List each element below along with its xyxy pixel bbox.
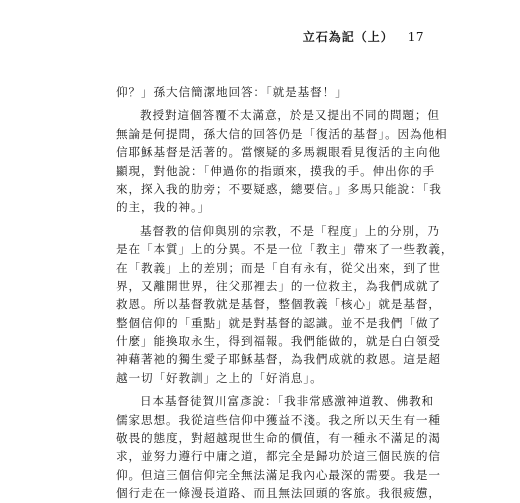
- text-line: 求，並努力遵行中庸之道，都完全是歸功於這三個民族的信: [116, 449, 441, 464]
- text-line: 信耶穌基督是活著的。當懷疑的多馬親眼看見復活的主向他: [116, 145, 441, 160]
- page-number: 17: [407, 30, 424, 44]
- text-line: 界，又離開世界，往父那裡去」的一位救主，為我們成就了: [116, 278, 441, 293]
- text-line: 在「教義」上的差別；而是「自有永有，從父出來，到了世: [116, 260, 441, 275]
- paragraph: [116, 222, 454, 388]
- paragraph: [116, 392, 441, 502]
- text-line: 敬畏的態度，對超越現世生命的價值，有一種永不滿足的渴: [116, 431, 441, 446]
- text-line: 基督教的信仰與別的宗教，不是「程度」上的分別，乃: [140, 223, 440, 238]
- text-line: 救恩。所以基督教就是基督，整個教義「核心」就是基督，: [116, 297, 441, 312]
- text-line: 日本基督徒賀川富彥說：「我非常感激神道教、佛教和: [140, 394, 435, 409]
- text-line: 越一切「好教訓」之上的「好消息」。: [116, 370, 323, 385]
- running-title: 立石為記（上）: [302, 30, 394, 44]
- text-line: 教授對這個答覆不太滿意，於是又提出不同的問題；但: [140, 108, 440, 123]
- text-line: 仰。但這三個信仰完全無法滿足我內心最深的需要。我是一: [116, 467, 441, 482]
- text-line: 儒家思想。我從這些信仰中獲益不淺。我之所以天生有一種: [116, 412, 441, 427]
- text-line: 顯現，對他說：「伸過你的指頭來，摸我的手。伸出你的手: [116, 163, 436, 178]
- body-text: [116, 83, 454, 503]
- paragraph: [116, 106, 448, 216]
- text-line: 什麼」能換取永生，得到福報。我們能做的，就是白白領受: [116, 334, 441, 349]
- text-line: 整個信仰的「重點」就是對基督的認識。並不是我們「做了: [116, 315, 441, 330]
- text-line: 個行走在一條漫長道路、而且無法回頭的客旅。我很疲憊，: [116, 486, 441, 501]
- text-line: 的主，我的神。」: [116, 200, 211, 215]
- text-line: 來，探入我的肋旁；不要疑惑，總要信。」多馬只能說：「我: [116, 181, 442, 196]
- text-line: 無論是何提問，孫大信的回答仍是「復活的基督」。因為他相: [116, 126, 448, 141]
- text-line: 是在「本質」上的分異。不是一位「教主」帶來了一些教義，: [116, 242, 454, 257]
- paragraph: [116, 83, 416, 101]
- text-line: 仰？」孫大信簡潔地回答：「就是基督！」: [116, 85, 348, 99]
- text-line: 神藉著祂的獨生愛子耶穌基督，為我們成就的救恩。這是超: [116, 352, 441, 367]
- page-header: [303, 28, 424, 45]
